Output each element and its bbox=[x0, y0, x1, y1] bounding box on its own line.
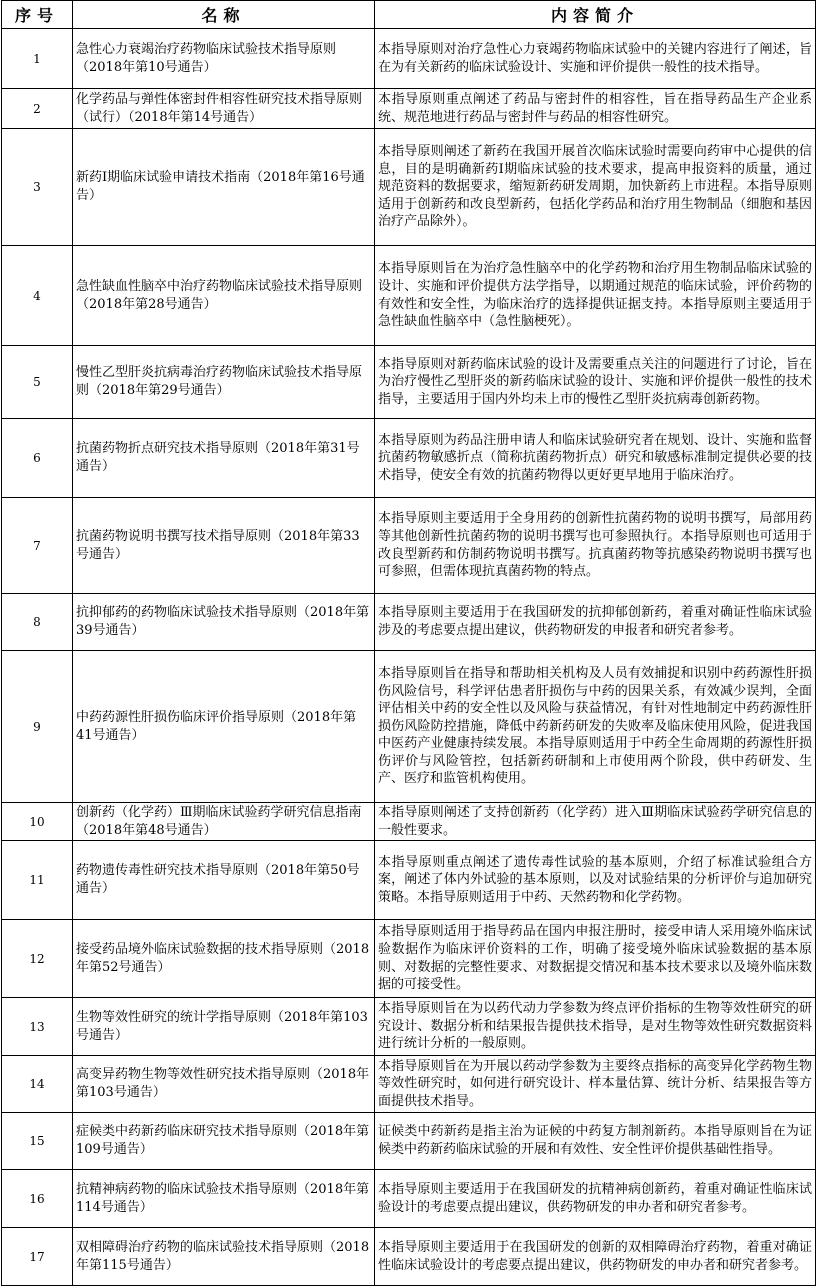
table-row bbox=[2, 89, 816, 129]
guideline-summary: 本指导原则主要适用于在我国研发的创新的双相障碍治疗药物，着重对确证性临床试验设计的考虑要点提出建议，供药物研发的申办者和研究者参考。 bbox=[375, 1228, 816, 1286]
row-index: 13 bbox=[2, 998, 73, 1056]
guideline-summary: 本指导原则主要适用于在我国研发的抗抑郁创新药，着重对确证性临床试验涉及的考虑要点提出建议，供药物研发的申报者和研究者参考。 bbox=[375, 594, 816, 651]
summary-header: 内容简介 bbox=[375, 1, 816, 29]
guideline-name: 抗菌药物折点研究技术指导原则（2018年第31号通告） bbox=[73, 419, 375, 498]
guideline-summary: 本指导原则主要适用于全身用药的创新性抗菌药物的说明书撰写，局部用药等其他创新性抗菌药物的说明书撰写也可参照执行。本指导原则也可适用于改良型新药和仿制药物说明书撰写。抗真菌药物等抗感染药物说明书撰写也可参照，但需体现抗真菌药物的特点。 bbox=[375, 498, 816, 594]
guideline-name: 接受药品境外临床试验数据的技术指导原则（2018年第52号通告） bbox=[73, 920, 375, 998]
row-index: 5 bbox=[2, 346, 73, 419]
guideline-name: 抗菌药物说明书撰写技术指导原则（2018年第33号通告） bbox=[73, 498, 375, 594]
guideline-name: 高变异药物生物等效性研究技术指导原则（2018年第103号通告） bbox=[73, 1056, 375, 1113]
guideline-name: 急性缺血性脑卒中治疗药物临床试验技术指导原则（2018年第28号通告） bbox=[73, 246, 375, 346]
table-row bbox=[2, 1056, 816, 1113]
guideline-summary: 本指导原则旨在为开展以药动学参数为主要终点指标的高变异化学药物生物等效性研究时，如何进行研究设计、样本量估算、统计分析、结果报告等方面提供技术指导。 bbox=[375, 1056, 816, 1113]
guideline-name: 双相障碍治疗药物的临床试验技术指导原则（2018年第115号通告） bbox=[73, 1228, 375, 1286]
table-row bbox=[2, 998, 816, 1056]
guideline-name: 药物遗传毒性研究技术指导原则（2018年第50号通告） bbox=[73, 841, 375, 920]
guideline-summary: 本指导原则重点阐述了遗传毒性试验的基本原则，介绍了标准试验组合方案，阐述了体内外试验的基本原则，以及对试验结果的分析评价与追加研究策略。本指导原则适用于中药、天然药物和化学药物。 bbox=[375, 841, 816, 920]
guideline-name: 生物等效性研究的统计学指导原则（2018年第103号通告） bbox=[73, 998, 375, 1056]
table-row bbox=[2, 920, 816, 998]
table-row bbox=[2, 346, 816, 419]
row-index: 14 bbox=[2, 1056, 73, 1113]
guideline-summary: 本指导原则对治疗急性心力衰竭药物临床试验中的关键内容进行了阐述，旨在为有关新药的临床试验设计、实施和评价提供一般性的技术指导。 bbox=[375, 29, 816, 89]
index-header: 序号 bbox=[2, 1, 73, 29]
table-row bbox=[2, 841, 816, 920]
row-index: 15 bbox=[2, 1113, 73, 1170]
table-row bbox=[2, 1113, 816, 1170]
row-index: 10 bbox=[2, 803, 73, 841]
table-row bbox=[2, 651, 816, 803]
row-index: 12 bbox=[2, 920, 73, 998]
table-row bbox=[2, 129, 816, 246]
row-index: 7 bbox=[2, 498, 73, 594]
name-header: 名称 bbox=[73, 1, 375, 29]
row-index: 9 bbox=[2, 651, 73, 803]
row-index: 8 bbox=[2, 594, 73, 651]
guideline-name: 化学药品与弹性体密封件相容性研究技术指导原则（试行）（2018年第14号通告） bbox=[73, 89, 375, 129]
header-row bbox=[2, 1, 816, 29]
row-index: 16 bbox=[2, 1170, 73, 1228]
row-index: 4 bbox=[2, 246, 73, 346]
table-row bbox=[2, 246, 816, 346]
guideline-name: 抗抑郁药的药物临床试验技术指导原则（2018年第39号通告） bbox=[73, 594, 375, 651]
row-index: 11 bbox=[2, 841, 73, 920]
guideline-summary: 本指导原则适用于指导药品在国内申报注册时，接受申请人采用境外临床试验数据作为临床评价资料的工作，明确了接受境外临床试验数据的基本原则、对数据的完整性要求、对数据提交情况和基本技术要求以及境外临床数据的可接受性。 bbox=[375, 920, 816, 998]
guideline-name: 慢性乙型肝炎抗病毒治疗药物临床试验技术指导原则（2018年第29号通告） bbox=[73, 346, 375, 419]
table-row bbox=[2, 594, 816, 651]
table-row bbox=[2, 803, 816, 841]
guideline-summary: 本指导原则重点阐述了药品与密封件的相容性，旨在指导药品生产企业系统、规范地进行药品与密封件与药品的相容性研究。 bbox=[375, 89, 816, 129]
guideline-summary: 本指导原则阐述了新药在我国开展首次临床试验时需要向药审中心提供的信息，目的是明确新药I期临床试验的技术要求，提高申报资料的质量，通过规范资料的数据要求，缩短新药研发周期，加快新药上市进程。本指导原则适用于创新药和改良型新药，包括化学药品和治疗用生物制品（细胞和基因治疗产品除外）。 bbox=[375, 129, 816, 246]
guideline-name: 新药I期临床试验申请技术指南（2018年第16号通告） bbox=[73, 129, 375, 246]
guideline-name: 急性心力衰竭治疗药物临床试验技术指导原则（2018年第10号通告） bbox=[73, 29, 375, 89]
guideline-summary: 本指导原则主要适用于在我国研发的抗精神病创新药，着重对确证性临床试验设计的考虑要点提出建议，供药物研发的申办者和研究者参考。 bbox=[375, 1170, 816, 1228]
guideline-summary: 证候类中药新药是指主治为证候的中药复方制剂新药。本指导原则旨在为证候类中药新药临床试验的开展和有效性、安全性评价提供基础性指导。 bbox=[375, 1113, 816, 1170]
guideline-summary: 本指导原则旨在为治疗急性脑卒中的化学药物和治疗用生物制品临床试验的设计、实施和评价提供方法学指导，以期通过规范的临床试验，评价药物的有效性和安全性，为临床治疗的选择提供证据支持。本指导原则主要适用于急性缺血性脑卒中（急性脑梗死）。 bbox=[375, 246, 816, 346]
guideline-summary: 本指导原则对新药临床试验的设计及需要重点关注的问题进行了讨论，旨在为治疗慢性乙型肝炎的新药临床试验的设计、实施和评价提供一般性的技术指导，主要适用于国内外均未上市的慢性乙型肝炎抗病毒创新药物。 bbox=[375, 346, 816, 419]
guidelines-table bbox=[1, 0, 816, 1286]
row-index: 3 bbox=[2, 129, 73, 246]
table-row bbox=[2, 1170, 816, 1228]
table-row bbox=[2, 419, 816, 498]
guideline-name: 创新药（化学药）Ⅲ期临床试验药学研究信息指南（2018年第48号通告） bbox=[73, 803, 375, 841]
row-index: 1 bbox=[2, 29, 73, 89]
table-row bbox=[2, 29, 816, 89]
row-index: 6 bbox=[2, 419, 73, 498]
guideline-name: 抗精神病药物的临床试验技术指导原则（2018年第114号通告） bbox=[73, 1170, 375, 1228]
guideline-name: 症候类中药新药临床研究技术指导原则（2018年第109号通告） bbox=[73, 1113, 375, 1170]
guideline-summary: 本指导原则旨在指导和帮助相关机构及人员有效捕捉和识别中药药源性肝损伤风险信号，科学评估患者肝损伤与中药的因果关系，有效减少误判，全面评估相关中药的安全性以及风险与获益情况，有针对性地制定中药药源性肝损伤风险防控措施，降低中药新药研发的失败率及临床使用风险，促进我国中医药产业健康持续发展。本指导原则适用于中药全生命周期的药源性肝损伤评价与风险管控，包括新药研制和上市使用两个阶段，供中药研发、生产、医疗和监管机构使用。 bbox=[375, 651, 816, 803]
row-index: 2 bbox=[2, 89, 73, 129]
guideline-summary: 本指导原则阐述了支持创新药（化学药）进入Ⅲ期临床试验药学研究信息的一般性要求。 bbox=[375, 803, 816, 841]
row-index: 17 bbox=[2, 1228, 73, 1286]
table-row bbox=[2, 498, 816, 594]
table-row bbox=[2, 1228, 816, 1286]
guideline-summary: 本指导原则为药品注册申请人和临床试验研究者在规划、设计、实施和监督抗菌药物敏感折点（简称抗菌药物折点）研究和敏感标准制定提供必要的技术指导，使安全有效的抗菌药物得以更好更早地用于临床治疗。 bbox=[375, 419, 816, 498]
guideline-name: 中药药源性肝损伤临床评价指导原则（2018年第41号通告） bbox=[73, 651, 375, 803]
guideline-summary: 本指导原则旨在为以药代动力学参数为终点评价指标的生物等效性研究的研究设计、数据分析和结果报告提供技术指导，是对生物等效性研究数据资料进行统计分析的一般原则。 bbox=[375, 998, 816, 1056]
